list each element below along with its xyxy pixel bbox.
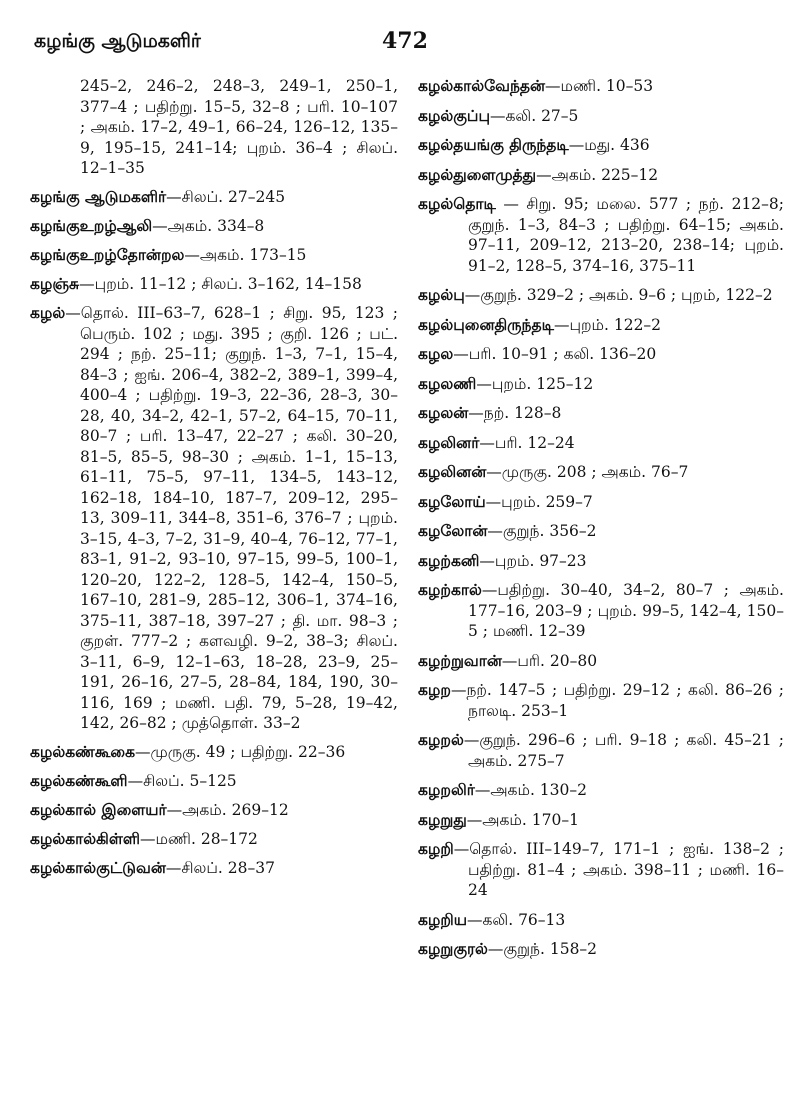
index-entry bbox=[418, 462, 784, 483]
index-entry bbox=[418, 194, 784, 276]
entry-references: —மது. 436 bbox=[568, 136, 650, 154]
entry-headword: கழலணி bbox=[418, 373, 477, 393]
entry-headword: கழறல் bbox=[418, 730, 464, 749]
entry-references: —சிலப். 27–245 bbox=[166, 188, 286, 206]
left-column bbox=[30, 76, 398, 887]
index-entry bbox=[30, 216, 398, 237]
entry-references: — சிறு. 95; மலை. 577 ; நற். 212–8; குறுந். 1–3, 84–3 ; பதிற்று. 64–15; அகம். 97–11, 209–12, 213–20, 238–14; புறம். 91–2, 128–5, 374–16, 375–11 bbox=[468, 195, 784, 275]
entry-headword: கழல்துளைமுத்து bbox=[418, 164, 537, 184]
entry-headword: கழல்தயங்கு திருந்தடி bbox=[418, 135, 569, 154]
index-entry bbox=[30, 771, 398, 792]
entry-references: —மணி. 28–172 bbox=[139, 830, 258, 848]
entry-references: 245–2, 246–2, 248–3, 249–1, 250–1, 377–4 ; பதிற்று. 15–5, 32–8 ; பரி. 10–107 ; அகம். 17–2, 49–1, 66–24, 126–12, 135–9, 195–15, 241–14; புறம். 36–4 ; சிலப். 12–1–35 bbox=[80, 77, 398, 177]
entry-references: —அகம். 225–12 bbox=[536, 165, 659, 184]
entry-headword: கழறிய bbox=[418, 909, 468, 929]
entry-references: —நற். 147–5 ; பதிற்று. 29–12 ; கலி. 86–26 ; நாலடி. 253–1 bbox=[450, 681, 784, 720]
index-entry bbox=[418, 165, 784, 186]
entry-headword: கழறுது bbox=[418, 809, 467, 829]
entry-headword: கழல bbox=[418, 344, 454, 363]
entry-headword: கழற்கால் bbox=[418, 580, 482, 599]
entry-references: —அகம். 334–8 bbox=[152, 217, 265, 235]
entry-references: —குறுந். 329–2 ; அகம். 9–6 ; புறம், 122–2 bbox=[464, 286, 773, 304]
entry-headword: கழலோன் bbox=[418, 521, 488, 540]
index-entry bbox=[30, 274, 398, 295]
entry-references: —பரி. 12–24 bbox=[479, 433, 575, 452]
entry-references: —குறுந். 356–2 bbox=[487, 522, 597, 540]
index-entry bbox=[418, 680, 784, 721]
entry-references: —குறுந். 158–2 bbox=[487, 940, 598, 958]
index-entry bbox=[418, 344, 784, 365]
entry-headword: கழல்தொடி bbox=[418, 194, 496, 213]
index-entry bbox=[418, 135, 784, 156]
entry-references: —அகம். 170–1 bbox=[466, 810, 579, 829]
index-entry bbox=[418, 651, 784, 672]
index-entry bbox=[30, 76, 398, 179]
index-entry bbox=[418, 780, 784, 801]
index-entry bbox=[418, 492, 784, 513]
index-entry bbox=[30, 858, 398, 879]
entry-headword: கழறி bbox=[418, 839, 454, 858]
entry-headword: கழல்புனைதிருந்தடி bbox=[418, 314, 554, 334]
right-column bbox=[418, 76, 784, 969]
entry-headword: கழல்கால்கிள்ளி bbox=[30, 829, 140, 848]
entry-references: —புறம். 122–2 bbox=[553, 315, 662, 334]
entry-references: —சிலப். 5–125 bbox=[127, 772, 237, 790]
entry-headword: கழல்பு bbox=[418, 285, 465, 304]
index-entry bbox=[418, 810, 784, 831]
entry-headword: கழஞ்சு bbox=[30, 274, 80, 293]
entry-headword: கழல் bbox=[30, 303, 66, 322]
entry-references: —தொல். III–63–7, 628–1 ; சிறு. 95, 123 ; பெரும். 102 ; மது. 395 ; குறி. 126 ; பட். 294 ; நற். 25–11; குறுந். 1–3, 7–1, 15–4, 84–3 ; ஐங். 206–4, 382–2, 389–1, 399–4, 400–4 ; பதிற்று. 19–3, 22–36, 28–3, 30–28, 40, 34–2, 42–1, 57–2, 64–15, 70–11, 80–7 ; பரி. 13–47, 22–27 ; கலி. 30–20, 81–5, 85–5, 98–30 ; அகம். 1–1, 15–13, 61–11, 75–5, 97–11, 134–5, 143–12, 162–18, 184–10, 187–7, 209–12, 295–13, 309–11, 344–8, 351–6, 376–7 ; புறம். 3–15, 4–3, 7–2, 31–9, 40–4, 76–12, 77–1, 83–1, 91–2, 93–10, 97–15, 99–5, 100–1, 120–20, 122–2, 128–5, 142–4, 150–5, 167–10, 281–9, 285–12, 306–1, 374–16, 375–11, 387–18, 397–27 ; தி. மா. 98–3 ; குறள். 777–2 ; களவழி. 9–2, 38–3; சிலப். 3–11, 6–9, 12–1–63, 18–28, 23–9, 25–191, 26–16, 27–5, 28–84, 184, 190, 30–116, 169 ; மணி. பதி. 79, 5–28, 19–42, 142, 26–82 ; முத்தொள். 33–2 bbox=[65, 304, 398, 732]
index-entry bbox=[418, 76, 784, 97]
entry-references: —புறம். 97–23 bbox=[479, 551, 587, 570]
index-entry bbox=[418, 374, 784, 395]
entry-headword: கழலினன் bbox=[418, 462, 487, 481]
index-entry bbox=[30, 742, 398, 763]
entry-headword: கழலினர் bbox=[418, 432, 480, 452]
entry-references: —குறுந். 296–6 ; பரி. 9–18 ; கலி. 45–21 ; அகம். 275–7 bbox=[463, 731, 784, 770]
entry-references: —பரி. 10–91 ; கலி. 136–20 bbox=[453, 345, 657, 363]
index-entry bbox=[418, 939, 784, 960]
entry-references: —சிலப். 28–37 bbox=[165, 859, 275, 877]
entry-references: —கலி. 27–5 bbox=[490, 106, 579, 125]
index-entry bbox=[418, 839, 784, 901]
entry-headword: கழல்கால்குட்டுவன் bbox=[30, 858, 166, 877]
entry-references: —அகம். 269–12 bbox=[166, 801, 289, 819]
entry-references: —தொல். III–149–7, 171–1 ; ஐங். 138–2 ; பதிற்று. 81–4 ; அகம். 398–11 ; மணி. 16–24 bbox=[453, 840, 784, 899]
entry-headword: கழங்குஉறழ்தோன்றல bbox=[30, 245, 185, 264]
entry-references: —கலி. 76–13 bbox=[467, 910, 566, 929]
index-entry bbox=[418, 403, 784, 424]
entry-headword: கழலன் bbox=[418, 403, 469, 422]
index-entry bbox=[418, 433, 784, 454]
index-entry bbox=[418, 730, 784, 771]
index-entry bbox=[418, 910, 784, 931]
entry-headword: கழற்கனி bbox=[418, 550, 480, 570]
index-entry bbox=[30, 829, 398, 850]
index-entry bbox=[418, 106, 784, 127]
entry-headword: கழறலிர் bbox=[418, 780, 475, 799]
entry-headword: கழங்கு ஆடுமகளிர் bbox=[30, 187, 167, 206]
entry-references: —முருகு. 208 ; அகம். 76–7 bbox=[486, 463, 689, 481]
index-entry bbox=[418, 521, 784, 542]
entry-headword: கழற்றுவான் bbox=[418, 650, 502, 670]
page-number: 472 bbox=[382, 28, 428, 54]
index-entry bbox=[418, 285, 784, 306]
entry-headword: கழற bbox=[418, 680, 451, 699]
entry-references: —புறம். 259–7 bbox=[485, 492, 593, 511]
index-entry bbox=[418, 580, 784, 642]
entry-references: —புறம். 125–12 bbox=[476, 374, 594, 393]
index-entry bbox=[30, 800, 398, 821]
index-entry bbox=[30, 245, 398, 266]
running-head: கழங்கு ஆடுமகளிர் bbox=[34, 30, 201, 52]
entry-headword: கழல்குப்பு bbox=[418, 105, 491, 125]
entry-headword: கழல்கண்கூகை bbox=[30, 742, 136, 761]
entry-headword: கழல்கண்கூளி bbox=[30, 771, 128, 790]
index-entry bbox=[30, 187, 398, 208]
entry-references: —முருகு. 49 ; பதிற்று. 22–36 bbox=[135, 743, 346, 761]
entry-references: —பரி. 20–80 bbox=[501, 651, 598, 670]
entry-references: —மணி. 10–53 bbox=[545, 77, 654, 95]
entry-references: —புறம். 11–12 ; சிலப். 3–162, 14–158 bbox=[79, 275, 362, 293]
entry-headword: கழறுகுரல் bbox=[418, 939, 488, 958]
entry-headword: கழங்குஉறழ்ஆலி bbox=[30, 216, 153, 235]
index-entry bbox=[418, 315, 784, 336]
entry-references: —அகம். 173–15 bbox=[184, 246, 307, 264]
entry-references: —நற். 128–8 bbox=[468, 404, 562, 422]
entry-headword: கழல்கால் இளையர் bbox=[30, 800, 167, 819]
entry-references: —அகம். 130–2 bbox=[474, 781, 587, 799]
entry-references: —பதிற்று. 30–40, 34–2, 80–7 ; அகம். 177–16, 203–9 ; புறம். 99–5, 142–4, 150–5 ; மணி. 12–39 bbox=[468, 581, 784, 640]
entry-headword: கழல்கால்வேந்தன் bbox=[418, 76, 546, 95]
entry-headword: கழலோய் bbox=[418, 491, 486, 511]
index-entry bbox=[30, 303, 398, 734]
index-entry bbox=[418, 551, 784, 572]
